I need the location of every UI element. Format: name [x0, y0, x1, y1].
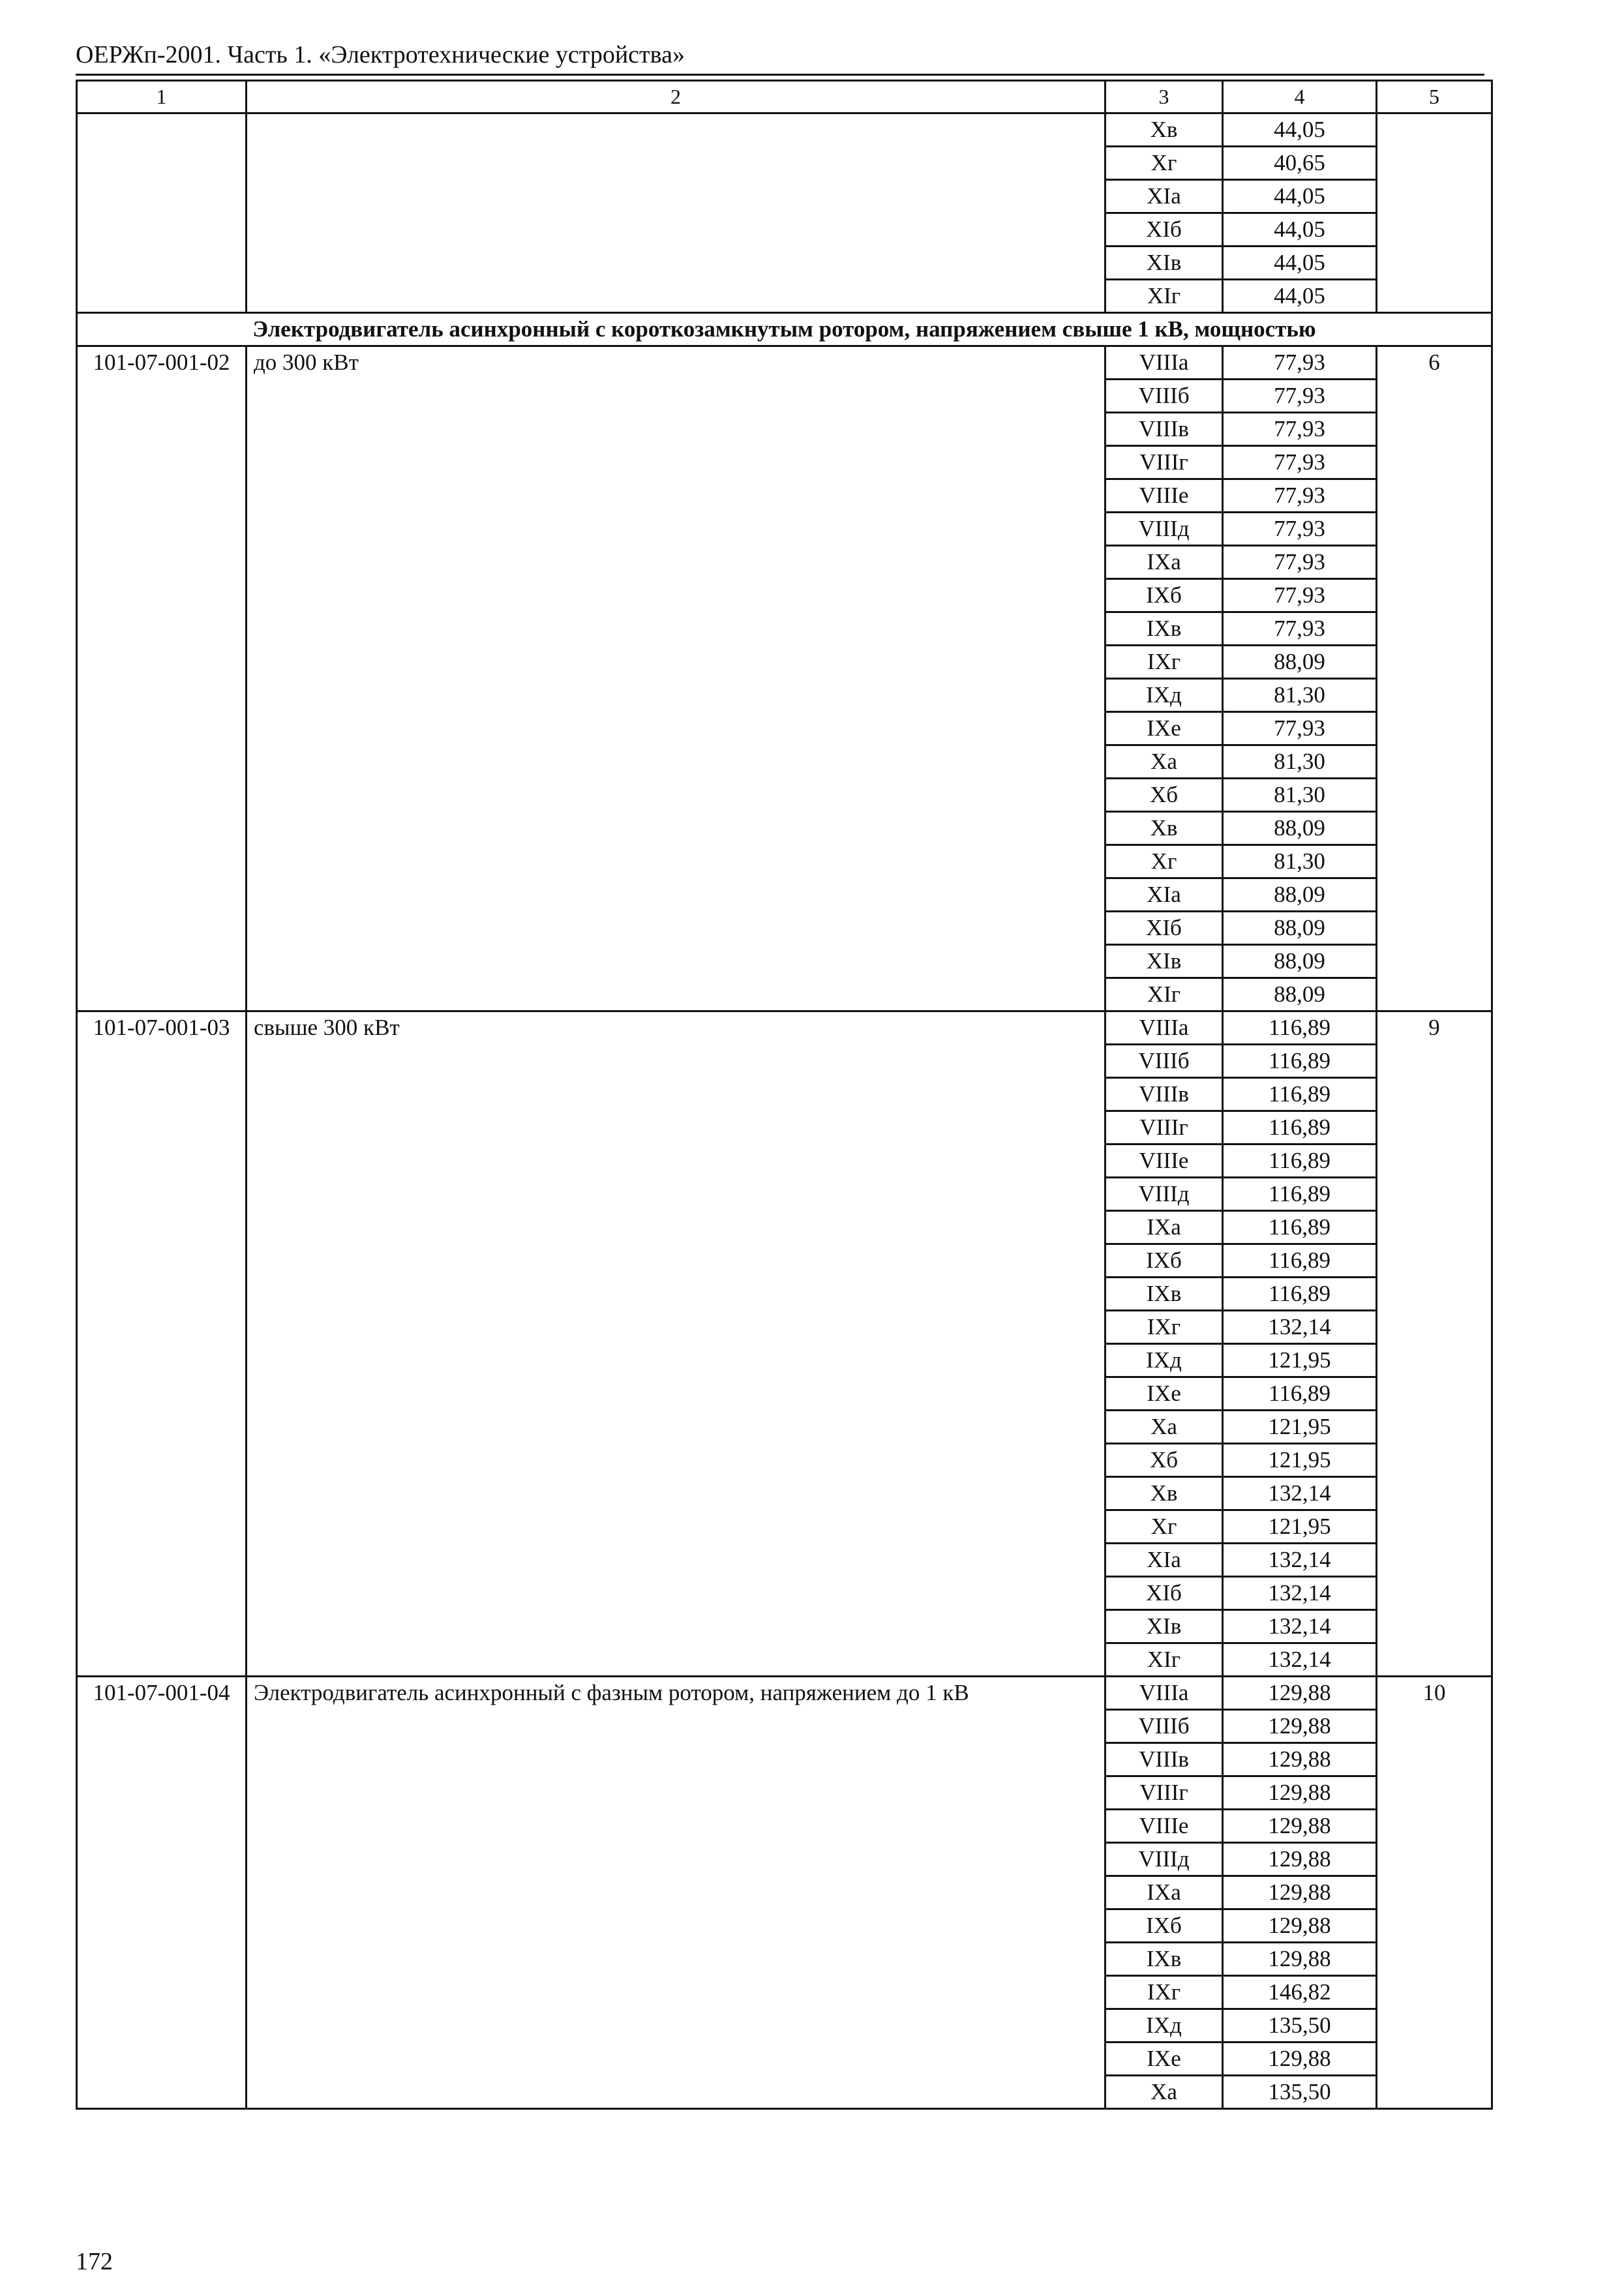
price-cell: 88,09	[1223, 945, 1377, 978]
price-cell: 135,50	[1223, 2009, 1377, 2042]
table-row	[77, 113, 1492, 147]
price-cell: 121,95	[1223, 1444, 1377, 1477]
table-row	[77, 1011, 1492, 1045]
price-cell: 116,89	[1223, 1244, 1377, 1278]
price-cell: 81,30	[1223, 679, 1377, 712]
price-cell: 121,95	[1223, 1344, 1377, 1377]
zone-cell: ХIв	[1105, 247, 1223, 280]
zone-cell: Хв	[1105, 1477, 1223, 1510]
zone-cell: IХд	[1105, 1344, 1223, 1377]
price-cell: 77,93	[1223, 413, 1377, 446]
price-cell: 44,05	[1223, 213, 1377, 247]
zone-cell: ХIб	[1105, 912, 1223, 945]
price-cell: 116,89	[1223, 1144, 1377, 1178]
price-cell: 121,95	[1223, 1510, 1377, 1544]
zone-cell: IХе	[1105, 2042, 1223, 2076]
price-cell: 81,30	[1223, 845, 1377, 878]
zone-cell: VIIIв	[1105, 413, 1223, 446]
zone-cell: VIIIа	[1105, 1677, 1223, 1710]
price-cell: 132,14	[1223, 1610, 1377, 1643]
price-cell: 88,09	[1223, 878, 1377, 912]
zone-cell: ХIб	[1105, 1577, 1223, 1610]
price-cell: 132,14	[1223, 1544, 1377, 1577]
zone-cell: Хг	[1105, 147, 1223, 180]
column-number: 2	[247, 81, 1105, 113]
zone-cell: IХа	[1105, 1876, 1223, 1909]
price-cell: 129,88	[1223, 1943, 1377, 1976]
zone-cell: IХг	[1105, 1311, 1223, 1344]
zone-cell: VIIIд	[1105, 1843, 1223, 1876]
page-number: 172	[76, 2248, 113, 2275]
price-cell: 129,88	[1223, 1677, 1377, 1710]
zone-cell: VIIIе	[1105, 479, 1223, 513]
price-cell: 129,88	[1223, 1710, 1377, 1743]
zone-cell: ХIа	[1105, 878, 1223, 912]
zone-cell: Ха	[1105, 1411, 1223, 1444]
column-number-row	[77, 81, 1492, 113]
zone-cell: VIIIе	[1105, 1144, 1223, 1178]
column-number: 1	[77, 81, 247, 113]
price-cell: 129,88	[1223, 1876, 1377, 1909]
price-cell: 129,88	[1223, 1843, 1377, 1876]
rate-code	[77, 113, 247, 313]
category-cell: 10	[1377, 1677, 1492, 2109]
price-cell: 44,05	[1223, 247, 1377, 280]
price-cell: 132,14	[1223, 1311, 1377, 1344]
price-cell: 88,09	[1223, 978, 1377, 1011]
section-header-row	[77, 313, 1492, 346]
rate-code: 101-07-001-02	[77, 346, 247, 1011]
price-cell: 77,93	[1223, 579, 1377, 612]
price-cell: 77,93	[1223, 612, 1377, 646]
category-cell	[1377, 113, 1492, 313]
zone-cell: VIIIб	[1105, 380, 1223, 413]
price-cell: 135,50	[1223, 2076, 1377, 2109]
price-cell: 121,95	[1223, 1411, 1377, 1444]
price-cell: 77,93	[1223, 479, 1377, 513]
rate-code: 101-07-001-03	[77, 1011, 247, 1677]
price-cell: 129,88	[1223, 1743, 1377, 1776]
zone-cell: VIIIб	[1105, 1045, 1223, 1078]
price-cell: 116,89	[1223, 1278, 1377, 1311]
zone-cell: VIIIа	[1105, 1011, 1223, 1045]
zone-cell: Хв	[1105, 113, 1223, 147]
zone-cell: Хг	[1105, 845, 1223, 878]
zone-cell: IХе	[1105, 1377, 1223, 1411]
zone-cell: Ха	[1105, 2076, 1223, 2109]
category-cell: 6	[1377, 346, 1492, 1011]
price-cell: 129,88	[1223, 1810, 1377, 1843]
zone-cell: IХб	[1105, 579, 1223, 612]
category-cell: 9	[1377, 1011, 1492, 1677]
price-cell: 132,14	[1223, 1477, 1377, 1510]
price-cell: 44,05	[1223, 113, 1377, 147]
zone-cell: VIIIв	[1105, 1743, 1223, 1776]
column-number: 4	[1223, 81, 1377, 113]
zone-cell: Хв	[1105, 812, 1223, 845]
price-cell: 116,89	[1223, 1211, 1377, 1244]
zone-cell: ХIг	[1105, 1643, 1223, 1677]
zone-cell: IХв	[1105, 1278, 1223, 1311]
zone-cell: VIIIг	[1105, 446, 1223, 479]
zone-cell: IХв	[1105, 1943, 1223, 1976]
rate-code: 101-07-001-04	[77, 1677, 247, 2109]
zone-cell: VIIIв	[1105, 1078, 1223, 1111]
zone-cell: ХIб	[1105, 213, 1223, 247]
price-table	[76, 80, 1493, 2110]
price-cell: 129,88	[1223, 2042, 1377, 2076]
price-cell: 129,88	[1223, 1909, 1377, 1943]
zone-cell: Ха	[1105, 745, 1223, 779]
price-cell: 77,93	[1223, 513, 1377, 546]
zone-cell: Хб	[1105, 779, 1223, 812]
price-cell: 116,89	[1223, 1178, 1377, 1211]
price-cell: 146,82	[1223, 1976, 1377, 2009]
price-cell: 129,88	[1223, 1776, 1377, 1810]
column-number: 3	[1105, 81, 1223, 113]
page-header-title: ОЕРЖп-2001. Часть 1. «Электротехнические устройства»	[76, 41, 685, 68]
zone-cell: IХб	[1105, 1244, 1223, 1278]
zone-cell: VIIIб	[1105, 1710, 1223, 1743]
price-cell: 77,93	[1223, 446, 1377, 479]
price-cell: 40,65	[1223, 147, 1377, 180]
price-cell: 81,30	[1223, 779, 1377, 812]
price-cell: 77,93	[1223, 712, 1377, 745]
price-cell: 116,89	[1223, 1111, 1377, 1144]
price-cell: 132,14	[1223, 1643, 1377, 1677]
price-cell: 88,09	[1223, 646, 1377, 679]
zone-cell: ХIг	[1105, 280, 1223, 313]
price-cell: 132,14	[1223, 1577, 1377, 1610]
price-cell: 77,93	[1223, 380, 1377, 413]
zone-cell: IХг	[1105, 646, 1223, 679]
zone-cell: VIIIе	[1105, 1810, 1223, 1843]
zone-cell: IХв	[1105, 612, 1223, 646]
table-body	[77, 81, 1492, 2109]
zone-cell: ХIа	[1105, 1544, 1223, 1577]
rate-description: до 300 кВт	[247, 346, 1105, 1011]
zone-cell: Хб	[1105, 1444, 1223, 1477]
zone-cell: ХIг	[1105, 978, 1223, 1011]
zone-cell: IХе	[1105, 712, 1223, 745]
price-cell: 116,89	[1223, 1045, 1377, 1078]
price-cell: 116,89	[1223, 1078, 1377, 1111]
price-cell: 88,09	[1223, 812, 1377, 845]
zone-cell: Хг	[1105, 1510, 1223, 1544]
header-rule	[76, 74, 1484, 76]
price-cell: 77,93	[1223, 546, 1377, 579]
zone-cell: ХIа	[1105, 180, 1223, 213]
zone-cell: IХа	[1105, 546, 1223, 579]
rate-description: Электродвигатель асинхронный с фазным ротором, напряжением до 1 кВ	[247, 1677, 1105, 2109]
rate-description: свыше 300 кВт	[247, 1011, 1105, 1677]
section-title: Электродвигатель асинхронный с короткозамкнутым ротором, напряжением свыше 1 кВ, мощностью	[77, 313, 1492, 346]
zone-cell: VIIIд	[1105, 513, 1223, 546]
column-number: 5	[1377, 81, 1492, 113]
price-cell: 44,05	[1223, 280, 1377, 313]
price-cell: 116,89	[1223, 1011, 1377, 1045]
table-row	[77, 346, 1492, 380]
rate-description	[247, 113, 1105, 313]
zone-cell: VIIIг	[1105, 1111, 1223, 1144]
table-row	[77, 1677, 1492, 1710]
price-cell: 44,05	[1223, 180, 1377, 213]
zone-cell: IХд	[1105, 2009, 1223, 2042]
zone-cell: ХIв	[1105, 945, 1223, 978]
price-cell: 88,09	[1223, 912, 1377, 945]
price-cell: 77,93	[1223, 346, 1377, 380]
price-cell: 116,89	[1223, 1377, 1377, 1411]
zone-cell: ХIв	[1105, 1610, 1223, 1643]
zone-cell: IХд	[1105, 679, 1223, 712]
zone-cell: VIIIд	[1105, 1178, 1223, 1211]
price-cell: 81,30	[1223, 745, 1377, 779]
zone-cell: VIIIа	[1105, 346, 1223, 380]
zone-cell: IХг	[1105, 1976, 1223, 2009]
zone-cell: IХб	[1105, 1909, 1223, 1943]
zone-cell: IХа	[1105, 1211, 1223, 1244]
zone-cell: VIIIг	[1105, 1776, 1223, 1810]
